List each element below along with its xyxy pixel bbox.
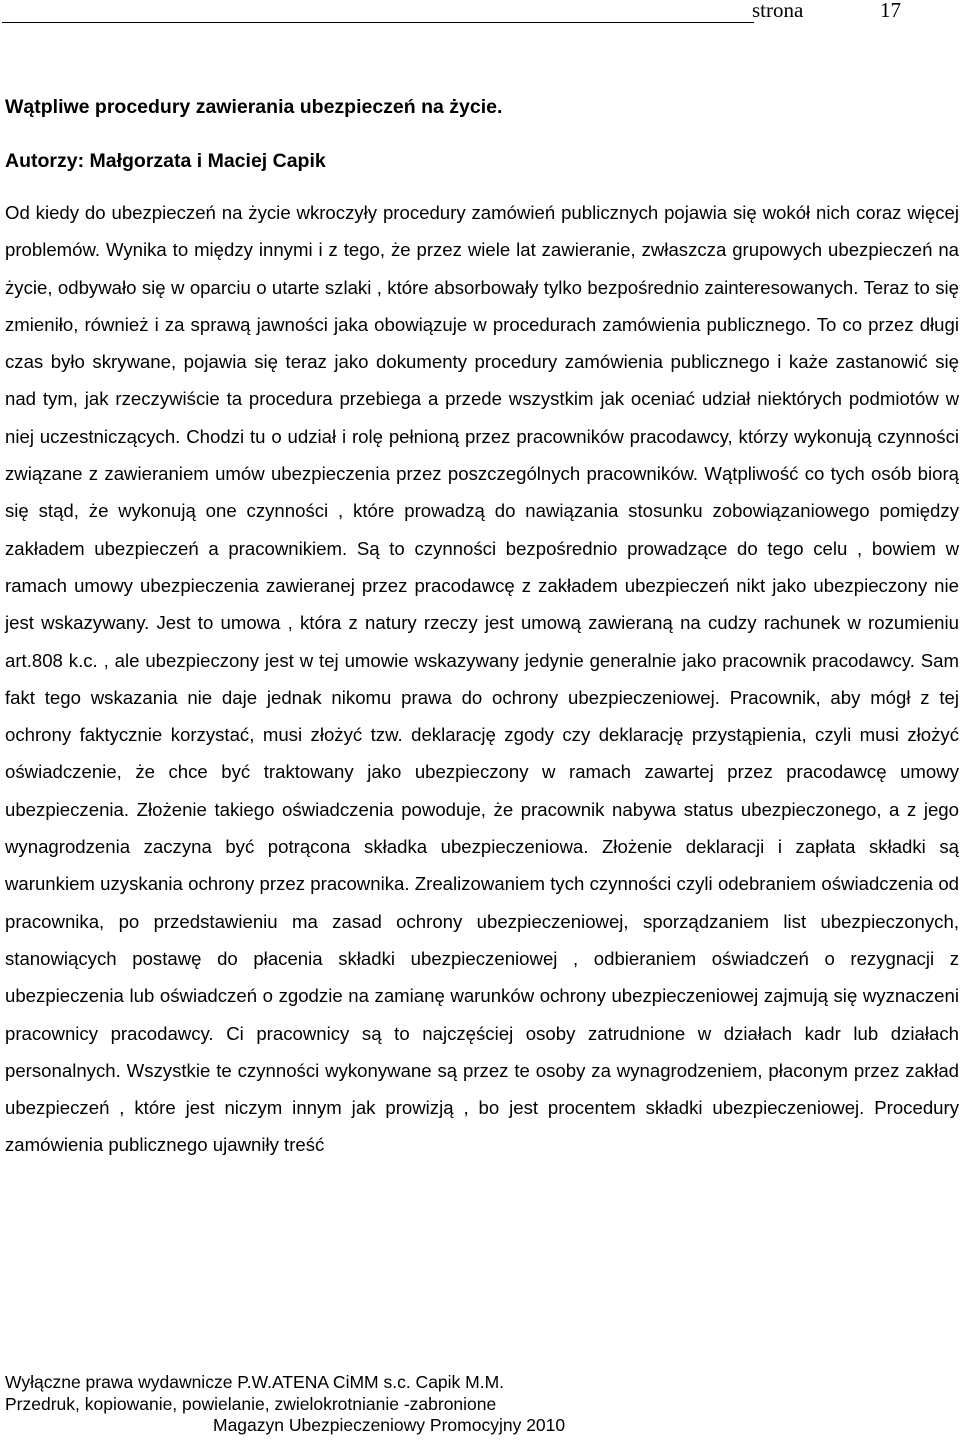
header-rule	[2, 22, 754, 23]
article-body: Od kiedy do ubezpieczeń na życie wkroczyły procedury zamówień publicznych pojawia się wokół nich coraz więcej problemów. Wynika to między innymi i z tego, że przez wiele lat zawieranie, zwłaszcza grupowych ubezpieczeń na życie, odbywało się w oparciu o utarte szlaki , które absorbowały tylko bezpośrednio zainteresowanych. Teraz to się zmieniło, również i za sprawą jawności jaka obowiązuje w procedurach zamówienia publicznego. To co przez długi czas było skrywane, pojawia się teraz jako dokumenty procedury zamówienia publicznego i każe zastanowić się nad tym, jak rzeczywiście ta procedura przebiega a przede wszystkim jak oceniać udział niektórych podmiotów w niej uczestniczących. Chodzi tu o udział i rolę pełnioną przez pracowników pracodawcy, którzy wykonują czynności związane z zawieraniem umów ubezpieczenia przez poszczególnych pracowników. Wątpliwość co tych osób biorą się stąd, że wykonują one czynności , które prowadzą do nawiązania stosunku zobowiązaniowego pomiędzy zakładem ubezpieczeń a pracownikiem. Są to czynności bezpośrednio prowadzące do tego celu , bowiem w ramach umowy ubezpieczenia zawieranej przez pracodawcę z zakładem ubezpieczeń nikt jako ubezpieczony nie jest wskazywany. Jest to umowa , która z natury rzeczy jest umową zawieraną na cudzy rachunek w rozumieniu art.808 k.c. , ale ubezpieczony jest w tej umowie wskazywany jedynie generalnie jako pracownik pracodawcy. Sam fakt tego wskazania nie daje jednak nikomu prawa do ochrony ubezpieczeniowej. Pracownik, aby mógł z tej ochrony faktycznie korzystać, musi złożyć tzw. deklarację zgody czy deklarację przystąpienia, czyli musi złożyć oświadczenie, że chce być traktowany jako ubezpieczony w ramach zawartej przez pracodawcę umowy ubezpieczenia. Złożenie takiego oświadczenia powoduje, że pracownik nabywa status ubezpieczonego, a z jego wynagrodzenia zaczyna być potrącona składka ubezpieczeniowa. Złożenie deklaracji i zapłata składki są warunkiem uzyskania ochrony przez pracownika. Zrealizowaniem tych czynności czyli odebraniem oświadczenia od pracownika, po przedstawieniu ma zasad ochrony ubezpieczeniowej, sporządzaniem list ubezpieczonych, stanowiących postawę do płacenia składki ubezpieczeniowej , odbieraniem oświadczeń o rezygnacji z ubezpieczenia lub oświadczeń o zgodzie na zamianę warunków ochrony ubezpieczeniowej zajmują się wyznaczeni pracownicy pracodawcy. Ci pracownicy są to najczęściej osoby zatrudnione w działach kadr lub działach personalnych. Wszystkie te czynności wykonywane są przez te osoby za wynagrodzeniem, płaconym przez zakład ubezpieczeń , które jest niczym innym jak prowizją , bo jest procentem składki ubezpieczeniowej. Procedury zamówienia publicznego ujawniły treść	[5, 202, 959, 1156]
page-header	[0, 0, 960, 30]
article-authors: Autorzy: Małgorzata i Maciej Capik	[5, 150, 326, 172]
page-number: 17	[880, 0, 901, 22]
footer-copyright: Wyłączne prawa wydawnicze P.W.ATENA CiMM s.c. Capik M.M.	[5, 1372, 505, 1392]
page-label: strona	[752, 0, 804, 22]
footer-publication: Magazyn Ubezpieczeniowy Promocyjny 2010	[213, 1415, 566, 1435]
page-footer	[5, 1372, 955, 1437]
footer-restriction: Przedruk, kopiowanie, powielanie, zwielokrotnianie -zabronione	[5, 1393, 497, 1414]
article-title: Wątpliwe procedury zawierania ubezpieczeń na życie.	[5, 96, 503, 118]
